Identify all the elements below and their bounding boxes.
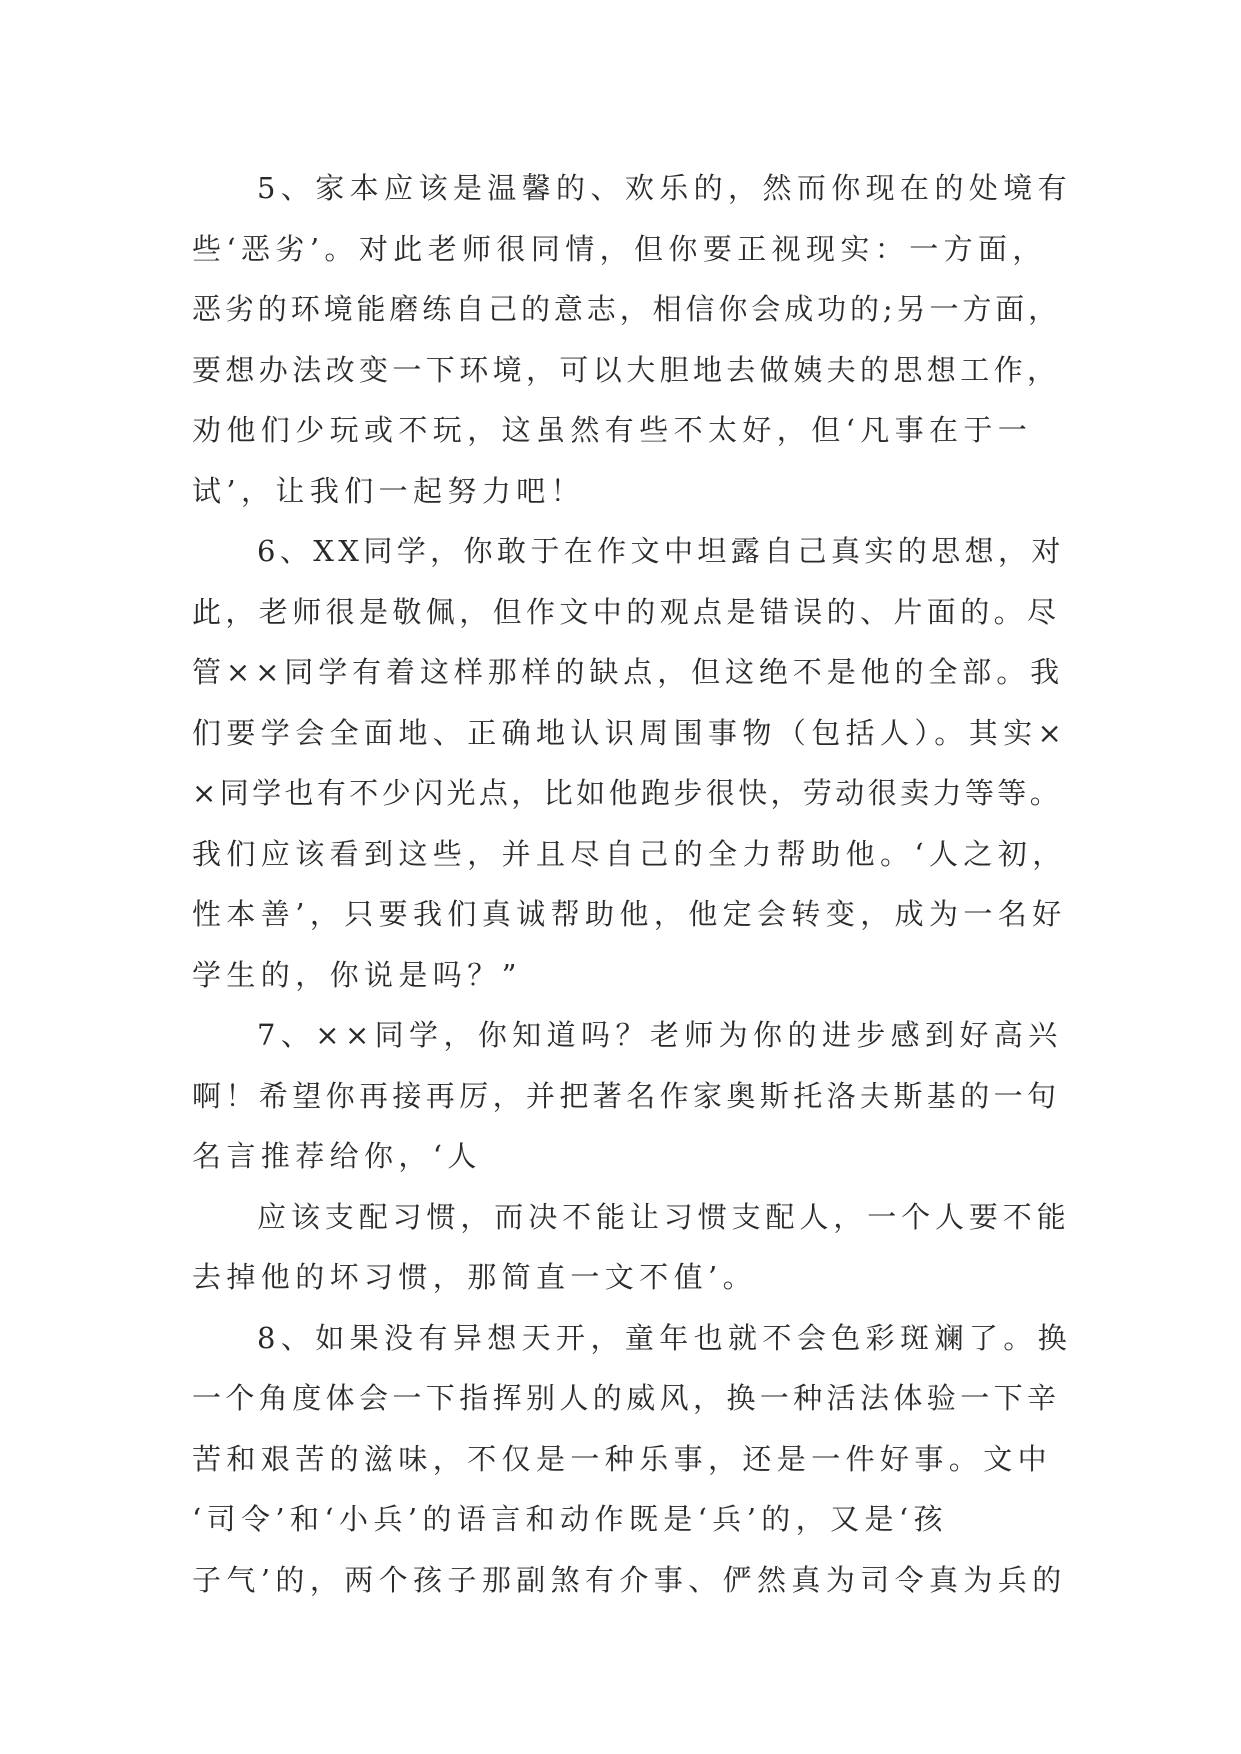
document-body <box>192 158 1072 1610</box>
text-line: 此，老师很是敬佩，但作文中的观点是错误的、片面的。尽 <box>192 594 1061 629</box>
text-line: 管××同学有着这样那样的缺点，但这绝不是他的全部。我 <box>192 655 1064 689</box>
text-line: 们要学会全面地、正确地认识周围事物（包括人）。其实× <box>192 715 1068 750</box>
text-line: 我们应该看到这些，并且尽自己的全力帮助他。‘人之初， <box>192 836 1067 871</box>
text-line: 7、××同学，你知道吗？老师为你的进步感到好高兴 <box>257 1018 1063 1052</box>
text-line: 8、如果没有异想天开，童年也就不会色彩斑斓了。换 <box>257 1320 1073 1355</box>
text-line: 6、XX同学，你敢于在作文中坦露自己真实的思想，对 <box>257 534 1065 568</box>
text-line: 子气’的，两个孩子那副煞有介事、俨然真为司令真为兵的 <box>192 1562 1067 1597</box>
text-line: 5、家本应该是温馨的、欢乐的，然而你现在的处境有 <box>257 171 1073 205</box>
text-line: ×同学也有不少闪光点，比如他跑步很快，劳动很卖力等等。 <box>192 776 1063 810</box>
text-line: 名言推荐给你，‘人 <box>192 1139 482 1173</box>
text-line: 要想办法改变一下环境，可以大胆地去做姨夫的思想工作， <box>192 352 1061 387</box>
text-line: 苦和艰苦的滋味，不仅是一种乐事，还是一件好事。文中 <box>192 1441 1053 1476</box>
text-line: 些‘恶劣’。对此老师很同情，但你要正视现实：一方面， <box>192 231 1047 266</box>
text-line: 啊！希望你再接再厉，并把著名作家奥斯托洛夫斯基的一句 <box>192 1078 1061 1113</box>
text-line: 一个角度体会一下指挥别人的威风，换一种活法体验一下辛 <box>192 1381 1061 1415</box>
text-line: 劝他们少玩或不玩，这虽然有些不太好，但‘凡事在于一 <box>192 413 1033 447</box>
text-line: ‘司令’和‘小兵’的语言和动作既是‘兵’的，又是‘孩 <box>192 1502 948 1536</box>
text-line: 恶劣的环境能磨练自己的意志，相信你会成功的;另一方面， <box>192 292 1062 326</box>
text-line: 性本善’，只要我们真诚帮助他，他定会转变，成为一名好 <box>192 897 1067 931</box>
text-line: 应该支配习惯，而决不能让习惯支配人，一个人要不能 <box>257 1199 1071 1234</box>
text-line: 学生的，你说是吗？” <box>192 957 522 992</box>
text-line: 试’，让我们一起努力吧！ <box>192 473 586 508</box>
text-line: 去掉他的坏习惯，那简直一文不值’。 <box>192 1260 758 1294</box>
